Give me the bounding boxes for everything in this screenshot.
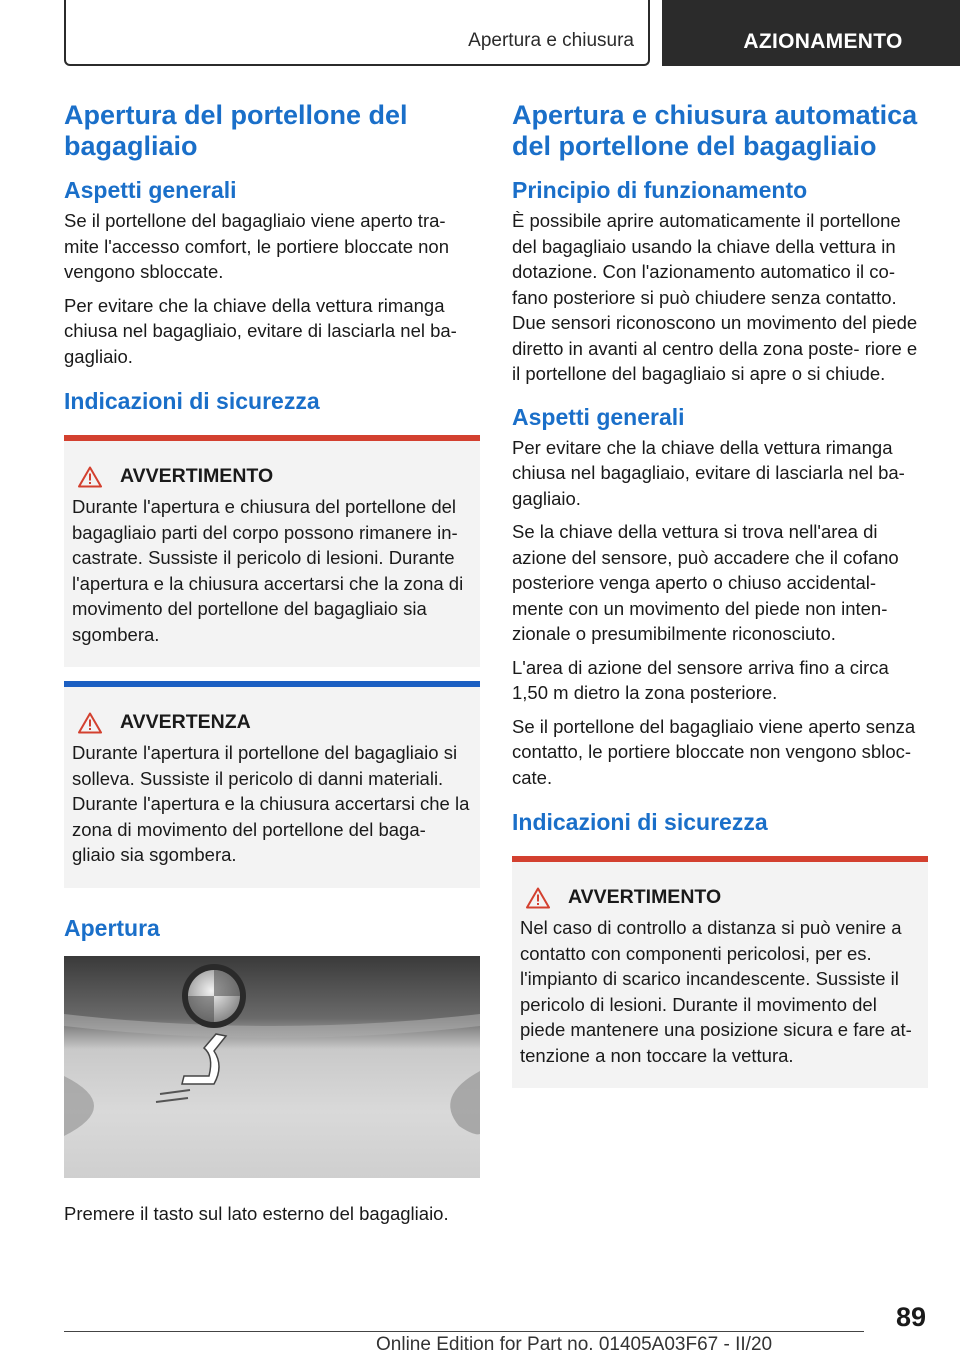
right-general-p1: Per evitare che la chiave della vettura rimanga chiusa nel bagagliaio, evitare di lasciarla nel ba- gagliaio. — [512, 436, 905, 509]
left-title: Apertura del portellone del bagagliaio — [64, 100, 408, 161]
warning-triangle-icon — [78, 466, 102, 488]
left-caution-text: Durante l'apertura il portellone del bagagliaio si solleva. Sussiste il pericolo di danni materiali. Durante l'apertura e la chiusura accertarsi che la zona di movimento del portellone del baga- gliaio sia sgombera. — [72, 742, 470, 865]
right-warning-title-row — [520, 886, 920, 909]
right-column — [512, 100, 928, 1102]
right-principle-heading: Principio di funzionamento — [512, 177, 808, 203]
right-general-p4: Se il portellone del bagagliaio viene aperto senza contatto, le portiere bloccate non vengono sbloc- cate. — [512, 715, 916, 788]
left-caution-box — [64, 681, 480, 888]
header-section-frame — [64, 0, 650, 66]
left-general-heading: Aspetti generali — [64, 177, 237, 203]
left-caution-title: AVVERTENZA — [120, 711, 251, 733]
footer-rule — [64, 1331, 864, 1332]
left-warning-text: Durante l'apertura e chiusura del portellone del bagagliaio parti del corpo possono rimanere in- castrate. Sussiste il pericolo di lesioni. Durante l'apertura e la chiusura accertarsi che la zona di movimento del portellone del bagagliaio sia sgombera. — [72, 496, 464, 645]
left-safety-heading: Indicazioni di sicurezza — [64, 388, 320, 414]
right-principle-p1: È possibile aprire automaticamente il portellone del bagagliaio usando la chiave della vettura in dotazione. Con l'azionamento automatico il co- fano posteriore si può chiudere senza contatto. Due sensori riconoscono un movimento del piede diretto in avanti al centro della zona poste- riore e il portellone del bagagliaio si apre o si chiude. — [512, 210, 918, 384]
photo-caption: Premere il tasto sul lato esterno del bagagliaio. — [64, 1202, 449, 1224]
left-general-p1: Se il portellone del bagagliaio viene aperto tra- mite l'accesso comfort, le portiere bloccate non vengono sbloccate. — [64, 210, 450, 282]
right-warning-title: AVVERTIMENTO — [568, 886, 722, 908]
right-title: Apertura e chiusura automatica del portellone del bagagliaio — [512, 100, 918, 161]
right-warning-box — [512, 856, 928, 1088]
right-general-p3: L'area di azione del sensore arriva fino a circa 1,50 m dietro la zona posteriore. — [512, 656, 889, 703]
trunk-button-photo — [64, 956, 480, 1178]
header-chapter-tab — [662, 0, 960, 66]
header-section-title: Apertura e chiusura — [468, 30, 634, 51]
left-general-p2: Per evitare che la chiave della vettura rimanga chiusa nel bagagliaio, evitare di lasciarla nel ba- gagliaio. — [64, 294, 457, 367]
left-column — [64, 100, 480, 1234]
right-safety-heading: Indicazioni di sicurezza — [512, 809, 768, 835]
page-number: 89 — [895, 1302, 926, 1332]
warning-triangle-icon — [526, 887, 550, 909]
right-warning-text: Nel caso di controllo a distanza si può venire a contatto con componenti pericolosi, per es. l'impianto di scarico incandescente. Sussiste il pericolo di lesioni. Durante il movimento del piede mantenere una posizione sicura e fare at- tenzione a non toccare la vettura. — [520, 917, 912, 1066]
header-chapter-label: AZIONAMENTO — [743, 30, 903, 53]
footer-edition: Online Edition for Part no. 01405A03F67 - II/20 — [376, 1334, 773, 1355]
right-general-heading: Aspetti generali — [512, 403, 685, 430]
right-general-p2: Se la chiave della vettura si trova nell'area di azione del sensore, può accadere che il cofano posteriore venga aperto o chiuso accidental- mente con un movimento del piede non inten- zionale o presumibilmente riconosciuto. — [512, 521, 899, 644]
left-warning-title-row — [72, 465, 472, 488]
left-caution-title-row — [72, 711, 472, 734]
left-warning-box — [64, 435, 480, 667]
caution-triangle-icon — [78, 712, 102, 734]
left-opening-heading: Apertura — [64, 914, 160, 941]
left-warning-title: AVVERTIMENTO — [120, 465, 274, 487]
